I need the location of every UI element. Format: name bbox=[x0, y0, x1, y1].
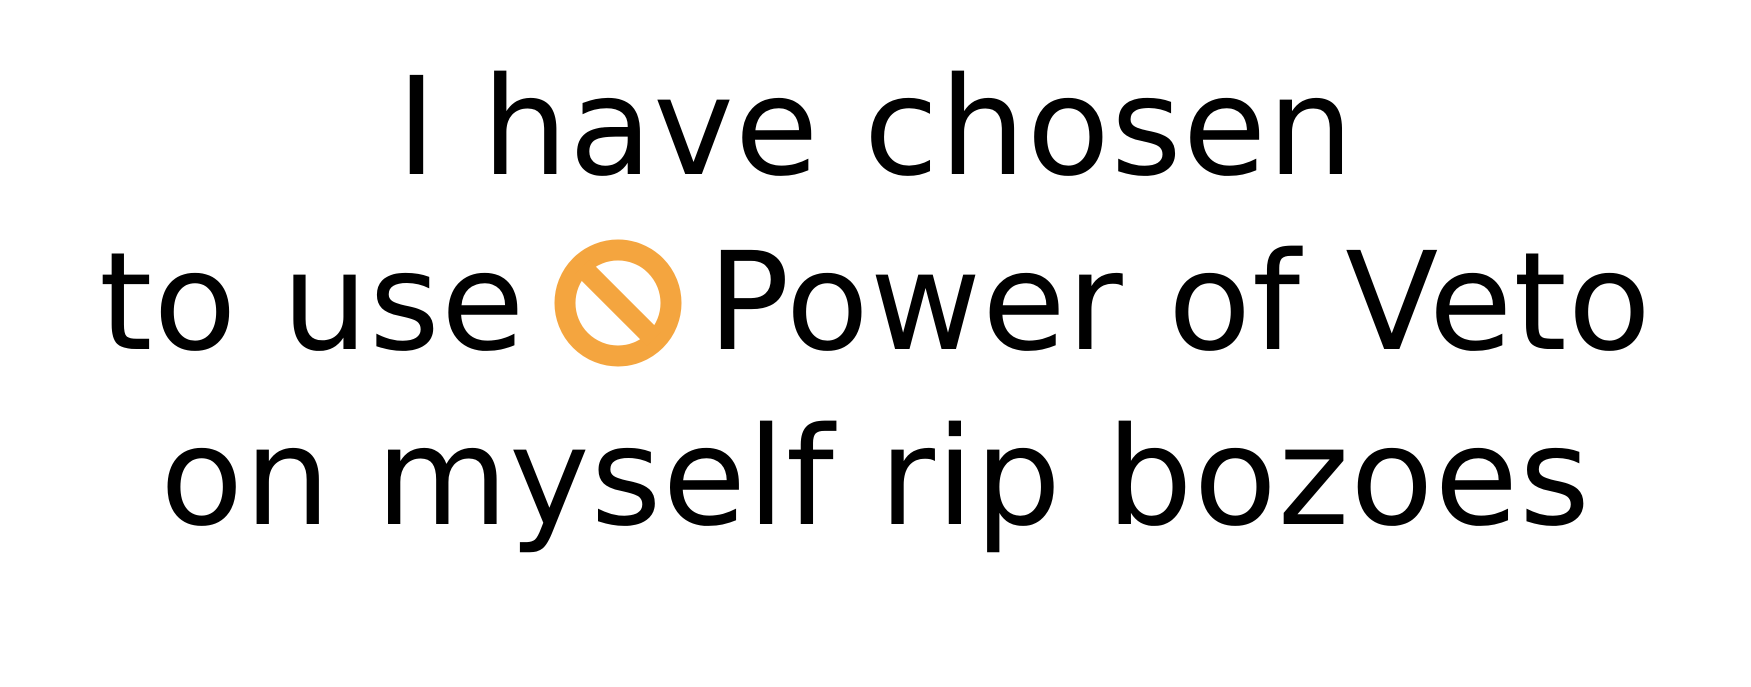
message-line-3: on myself rip bozoes bbox=[160, 399, 1591, 557]
message-line-2 bbox=[0, 224, 1751, 382]
message-line-1: I have chosen bbox=[396, 49, 1355, 207]
message-line-2-lead: to use bbox=[99, 224, 526, 382]
prohibited-icon bbox=[554, 239, 682, 367]
message-line-2-tail: Power of Veto bbox=[707, 224, 1652, 382]
